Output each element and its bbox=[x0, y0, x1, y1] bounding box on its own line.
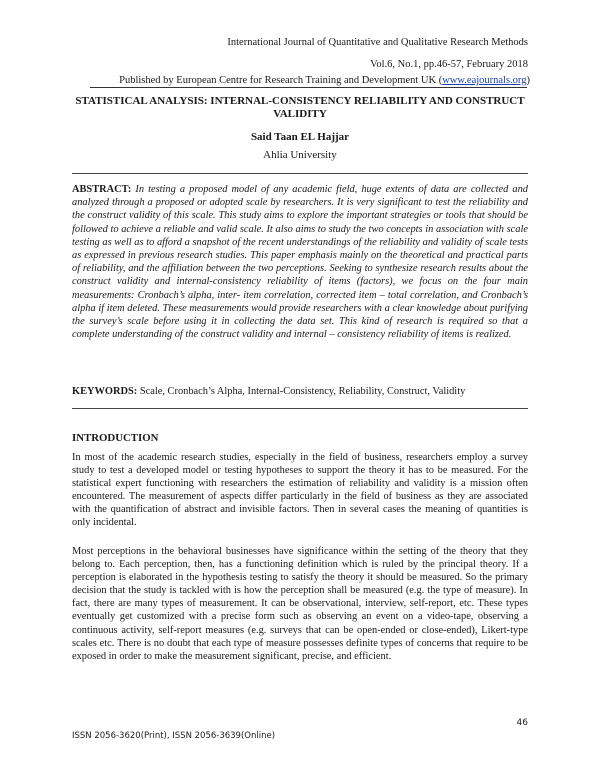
keywords-text: Scale, Cronbach’s Alpha, Internal-Consistency, Reliability, Construct, Validity bbox=[139, 386, 466, 397]
publisher-prefix: Published by European Centre for Research Training and Development UK ( bbox=[119, 75, 443, 86]
issn-footer: ISSN 2056-3620(Print), ISSN 2056-3639(Online) bbox=[72, 731, 276, 741]
keywords bbox=[72, 385, 528, 398]
page-number: 46 bbox=[516, 718, 528, 728]
abstract-top-rule bbox=[72, 173, 528, 174]
keywords-label: KEYWORDS: bbox=[72, 386, 138, 397]
volume-info: Vol.6, No.1, pp.46-57, February 2018 bbox=[370, 59, 528, 70]
paper-title: STATISTICAL ANALYSIS: INTERNAL-CONSISTENCY RELIABILITY AND CONSTRUCT VALIDITY bbox=[75, 95, 525, 120]
journal-name: International Journal of Quantitative and Qualitative Research Methods bbox=[227, 37, 528, 48]
header-divider bbox=[90, 87, 527, 88]
author-affiliation: Ahlia University bbox=[263, 149, 337, 161]
publisher-link[interactable]: www.eajournals.org bbox=[442, 75, 527, 86]
publisher-line bbox=[119, 74, 530, 87]
intro-paragraph-1: In most of the academic research studies, especially in the field of business, researchers employ a survey study to test a developed model or testing hypotheses to support the theory it has to be measured. For the statistical expert functioning with researchers the estimation of reliability and validity is a mission often encountered. The measurement of aspects differ particularly in the field of business as they are associated with the quantification of abstract and invisible factors. Then in several cases the meaning of quantities is only incidental. bbox=[72, 452, 528, 529]
intro-paragraph-2: Most perceptions in the behavioral businesses have significance within the setting of the theory that they belong to. Each perception, then, has a functioning definition which is ruled by the principal theory. If a perception is elaborated in the hypothesis testing to satisfy the theory it should be measured. So the primary decision that the study is tackled with is how the perception shall be measured (e.g. the type of measure). In fact, there are many types of measurement. It can be observational, interview, self-report, etc. These types eventually get customized with a precise form such as observing an event on a video-tape, observing a continuous activity, self-report measures (e.g. surveys that can be open-ended or close-ended), Likert-type scales etc. There is no doubt that each type of measure possesses definite types of concerns that require to be exposed in order to make the measurement significant, precise, and efficient. bbox=[72, 546, 528, 662]
abstract bbox=[72, 183, 528, 341]
abstract-text: In testing a proposed model of any academic field, huge extents of data are collected and analyzed through a proposed or adopted scale by researchers. It is very significant to test the reliability and the construct validity of this scale. This study aims to explore the important strategies or tools that should be followed to achieve a reliable and valid scale. It also aims to study the two concepts in association with scale testing as well as to afford a snapshot of the recent understandings of the reliability and validity of scale tests as expressed in previous research studies. This paper emphasis mainly on the theoretical and practical parts of reliability, and the affiliation between the two perceptions. Seeking to synthesize research results about the construct validity and internal-consistency reliability of items (factors), we focus on the four main measurements: Cronbach’s alpha, inter- item correlation, corrected item – total correlation, and Cronbach’s alpha if item deleted. These measurements would provide researchers with a clear knowledge about purifying the survey’s scale before using it in collecting the data set. This kind of research is required so that a complete understanding of the construct validity and internal – consistency reliability of items is realized. bbox=[72, 184, 528, 341]
section-heading-introduction: INTRODUCTION bbox=[72, 432, 159, 444]
publisher-suffix: ) bbox=[526, 75, 530, 86]
author-name: Said Taan EL Hajjar bbox=[250, 131, 350, 143]
abstract-label: ABSTRACT: bbox=[72, 184, 132, 195]
abstract-bottom-rule bbox=[72, 408, 528, 409]
